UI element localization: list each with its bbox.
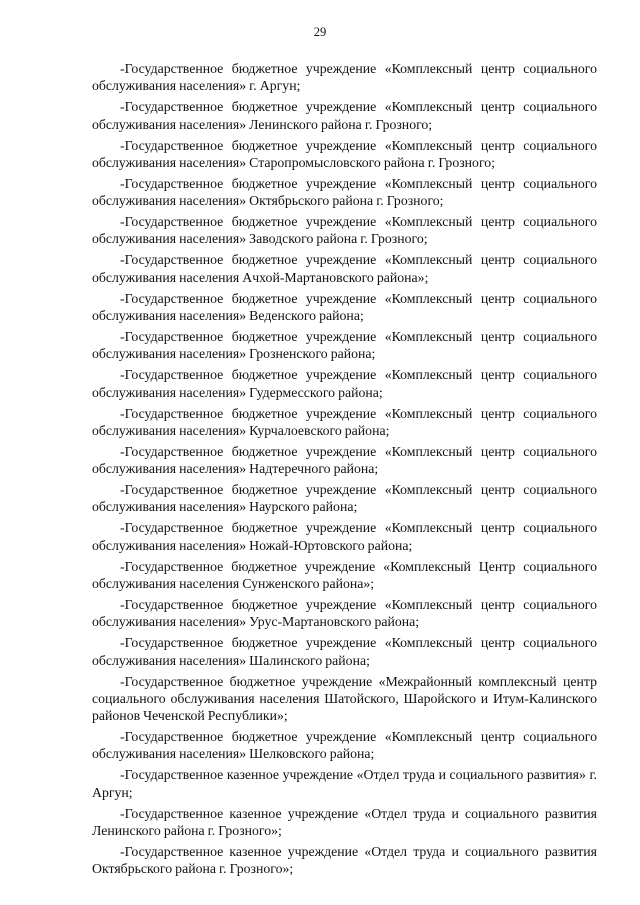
list-item: -Государственное бюджетное учреждение «Межрайонный комплексный центр социального обслуживания населения Шатойского, Шаройского и Итум-Калинского районов Чеченской Республики»; bbox=[92, 673, 597, 724]
list-item: -Государственное бюджетное учреждение «Комплексный центр социального обслуживания населения» Шелковского района; bbox=[92, 729, 597, 762]
list-item: -Государственное бюджетное учреждение «Комплексный центр социального обслуживания населения» Ножай-Юртовского района; bbox=[92, 520, 597, 553]
list-item: -Государственное бюджетное учреждение «Комплексный центр социального обслуживания населения» г. Аргун; bbox=[92, 61, 597, 94]
page-number: 29 bbox=[313, 25, 327, 39]
list-item: -Государственное казенное учреждение «Отдел труда и социального развития Октябрьского района г. Грозного»; bbox=[92, 843, 597, 877]
list-item: -Государственное бюджетное учреждение «Комплексный центр социального обслуживания населения» Наурского района; bbox=[92, 482, 597, 515]
list-item: -Государственное бюджетное учреждение «Комплексный центр социального обслуживания населения» Ленинского района г. Грозного; bbox=[92, 99, 597, 132]
list-item: -Государственное бюджетное учреждение «Комплексный центр социального обслуживания населения» Веденского района; bbox=[92, 290, 597, 323]
list-item: -Государственное бюджетное учреждение «Комплексный центр социального обслуживания населения» Грозненского района; bbox=[92, 328, 597, 362]
list-item: -Государственное бюджетное учреждение «Комплексный центр социального обслуживания населения» Старопромысловского района г. Грозного; bbox=[92, 137, 597, 170]
list-item: -Государственное казенное учреждение «Отдел труда и социального развития Ленинского района г. Грозного»; bbox=[92, 805, 597, 838]
list-item: -Государственное бюджетное учреждение «Комплексный центр социального обслуживания населения» Надтеречного района; bbox=[92, 443, 597, 477]
list-item: -Государственное бюджетное учреждение «Комплексный центр социального обслуживания населения» Октябрьского района г. Грозного; bbox=[92, 175, 597, 209]
list-item: -Государственное бюджетное учреждение «Комплексный Центр социального обслуживания населения Сунженского района»; bbox=[92, 558, 597, 591]
list-item: -Государственное бюджетное учреждение «Комплексный центр социального обслуживания населения Ачхой-Мартановского района»; bbox=[92, 252, 597, 285]
list-item: -Государственное бюджетное учреждение «Комплексный центр социального обслуживания населения» Гудермесского района; bbox=[92, 367, 597, 400]
institution-list bbox=[92, 60, 597, 881]
list-item: -Государственное казенное учреждение «Отдел труда и социального развития» г. Аргун; bbox=[92, 767, 597, 800]
list-item: -Государственное бюджетное учреждение «Комплексный центр социального обслуживания населения» Курчалоевского района; bbox=[92, 405, 597, 438]
list-item: -Государственное бюджетное учреждение «Комплексный центр социального обслуживания населения» Заводского района г. Грозного; bbox=[92, 214, 597, 247]
list-item: -Государственное бюджетное учреждение «Комплексный центр социального обслуживания населения» Урус-Мартановского района; bbox=[92, 596, 597, 630]
list-item: -Государственное бюджетное учреждение «Комплексный центр социального обслуживания населения» Шалинского района; bbox=[92, 635, 597, 668]
